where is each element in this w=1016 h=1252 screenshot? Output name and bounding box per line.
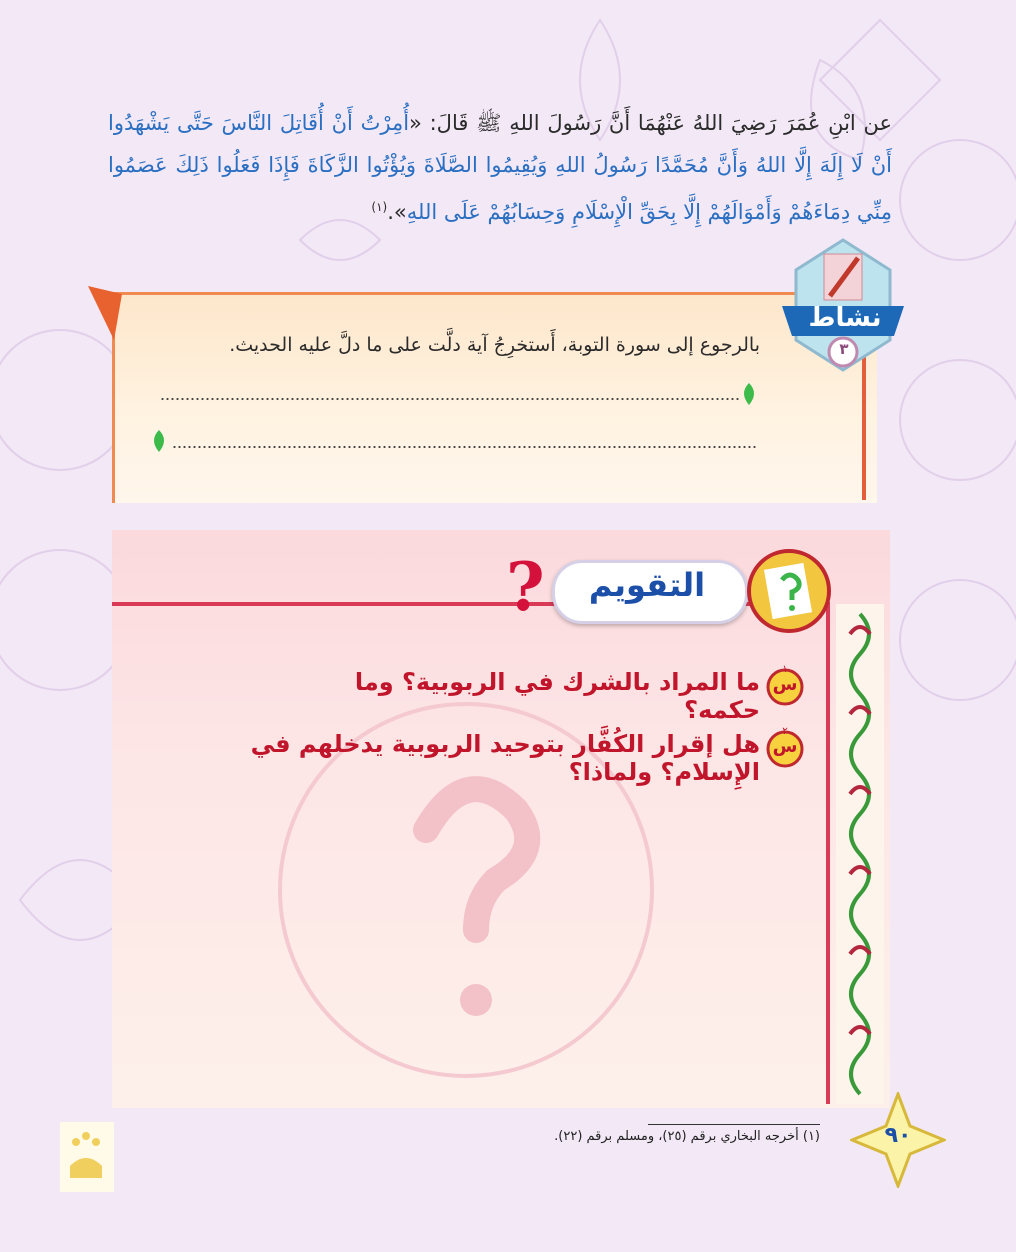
leaf-ornament-icon bbox=[738, 381, 760, 407]
evaluation-emblem-icon bbox=[746, 548, 832, 634]
question-icon-letter-1: س bbox=[772, 674, 798, 695]
question-1-text: ما المراد بالشرك في الربوبية؟ وما حكمه؟ bbox=[354, 668, 760, 724]
leaf-ornament-icon bbox=[148, 428, 170, 454]
hadith-closing: ». bbox=[387, 200, 407, 224]
question-mark-icon: ? bbox=[506, 548, 545, 626]
footnote-reference: (١) bbox=[371, 200, 388, 214]
evaluation-title: التقويم bbox=[588, 566, 706, 604]
publisher-logo-icon bbox=[60, 1122, 114, 1192]
answer-line-2[interactable] bbox=[172, 446, 758, 448]
question-number-2: ٢ bbox=[782, 726, 788, 737]
activity-prompt: بالرجوع إلى سورة التوبة، أَستخرِجُ آية دلَّت على ما دلَّ عليه الحديث. bbox=[229, 334, 760, 356]
question-icon-letter-2: س bbox=[772, 736, 798, 757]
activity-badge-number: ٣ bbox=[839, 340, 849, 358]
activity-badge-label: نشاط bbox=[808, 303, 882, 333]
footnote-rule bbox=[648, 1124, 820, 1125]
floral-border-ornament bbox=[836, 604, 884, 1104]
footnote: (١) أخرجه البخاري برقم (٢٥)، ومسلم برقم (٢٢). bbox=[554, 1129, 820, 1144]
activity-corner-flag bbox=[84, 284, 124, 344]
hadith-paragraph bbox=[108, 102, 892, 233]
hadith-text: أُمِرْتُ أَنْ أُقَاتِلَ النَّاسَ حَتَّى يَشْهَدُوا أَنْ لَا إِلَهَ إِلَّا اللهُ وَأَنَّ مُحَمَّدًا رَسُولُ اللهِ وَيُقِيمُوا الصَّلَاةَ وَيُؤْتُوا الزَّكَاةَ فَإِذَا فَعَلُوا ذَلِكَ عَصَمُوا مِنِّي دِمَاءَهُمْ وَأَمْوَالَهُمْ إِلَّا بِحَقِّ الْإِسْلَامِ وَحِسَابُهُمْ عَلَى اللهِ bbox=[108, 111, 892, 224]
answer-line-1[interactable] bbox=[160, 398, 740, 400]
page-number: ٩٠ bbox=[884, 1123, 912, 1148]
hadith-intro: عن ابْنِ عُمَرَ رَضِيَ اللهُ عَنْهُمَا أَنَّ رَسُولَ اللهِ ﷺ قَالَ: « bbox=[409, 111, 892, 135]
question-2-text: هل إقرار الكُفَّار بتوحيد الربوبية يدخلهم في الإِسلام؟ ولماذا؟ bbox=[250, 730, 760, 786]
evaluation-side-rule bbox=[826, 602, 830, 1104]
question-number-1: ١ bbox=[782, 664, 788, 675]
